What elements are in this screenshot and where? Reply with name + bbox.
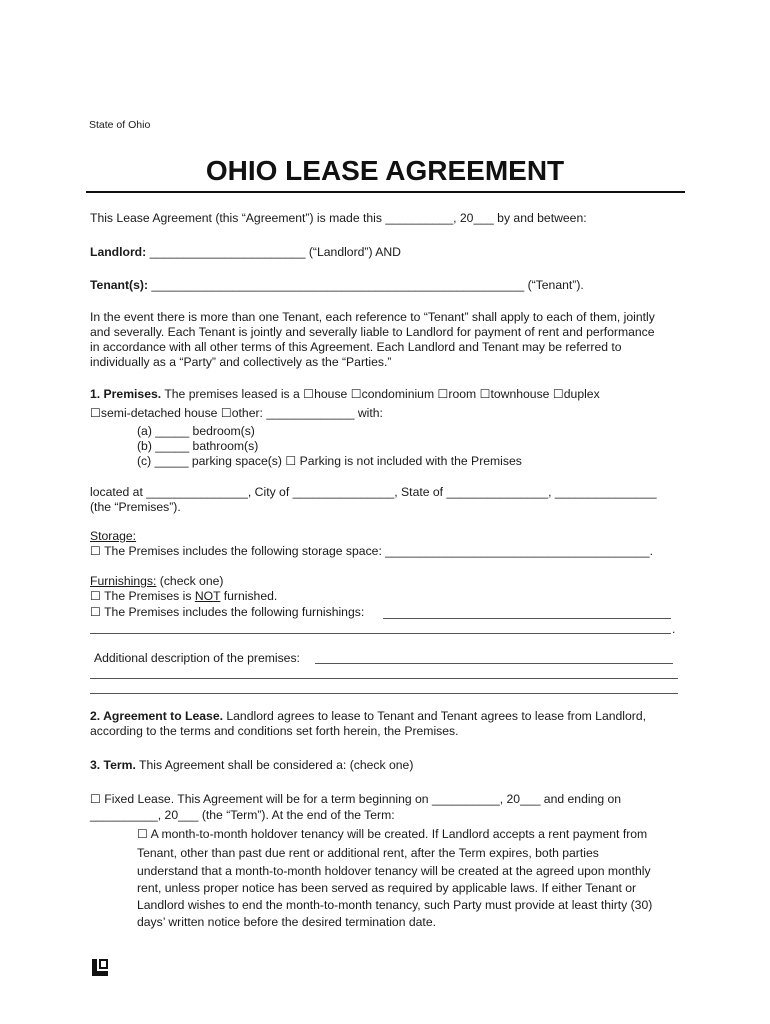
- term-heading: 3. Term.: [90, 758, 136, 772]
- intro-paragraph-line: and severally. Each Tenant is jointly and severally liable to Landlord for payment of rent and performance: [90, 325, 655, 339]
- tenant-blank: _______________________________________________________ (“Tenant”).: [148, 278, 584, 292]
- not-furnished-option: [90, 589, 277, 604]
- document-logo-icon: [90, 958, 110, 978]
- holdover-line: Landlord wishes to end the month-to-month tenancy, such Party must provide at least thirty (30): [137, 898, 653, 912]
- state-label: State of Ohio: [89, 119, 151, 131]
- holdover-line: rent, unless proper notice has been served as required by applicable laws. If either Tenant or: [137, 881, 637, 895]
- fixed-lease-line-1: ☐ Fixed Lease. This Agreement will be for a term beginning on __________, 20___ and ending on: [90, 792, 622, 806]
- holdover-line: understand that a month-to-month holdover tenancy will be created at the agreed upon monthly: [137, 864, 651, 878]
- title-divider: [86, 191, 685, 193]
- holdover-line: days’ written notice before the desired termination date.: [137, 915, 436, 929]
- not-furnished-pre: ☐ The Premises is: [90, 589, 195, 603]
- holdover-line: Tenant, other than past due rent or additional rent, after the Term expires, both parties: [137, 846, 599, 860]
- premises-line-1: [90, 387, 600, 402]
- furnishings-check-one: (check one): [156, 574, 224, 588]
- furnishings-blank-line: [90, 633, 671, 634]
- premises-item-bedrooms: (a) _____ bedroom(s): [137, 424, 255, 438]
- furnishings-label: Furnishings:: [90, 574, 157, 588]
- term-line: [90, 758, 413, 773]
- furnishings-blank-line: [383, 618, 671, 619]
- premises-line-2: ☐semi-detached house ☐other: _____________ with:: [90, 406, 383, 420]
- landlord-label: Landlord:: [90, 245, 147, 259]
- fixed-lease-line-2: __________, 20___ (the “Term”). At the end of the Term:: [90, 808, 395, 822]
- agreement-heading: 2. Agreement to Lease.: [90, 709, 223, 723]
- premises-type-options: The premises leased is a ☐house ☐condominium ☐room ☐townhouse ☐duplex: [161, 387, 600, 401]
- document-title: OHIO LEASE AGREEMENT: [205, 155, 565, 186]
- storage-label: Storage:: [90, 529, 137, 543]
- premises-heading: 1. Premises.: [90, 387, 162, 401]
- additional-description-line: [315, 663, 673, 664]
- agreement-line-2: according to the terms and conditions set forth herein, the Premises.: [90, 724, 459, 738]
- premises-item-bathrooms: (b) _____ bathroom(s): [137, 439, 259, 453]
- storage-line: ☐ The Premises includes the following storage space: _______________________________________.: [90, 544, 653, 558]
- not-furnished-emphasis: NOT: [194, 589, 221, 603]
- premises-location-line: located at _______________, City of _______________, State of _______________, _______________: [90, 485, 657, 499]
- intro-paragraph-line: in accordance with all other terms of this Agreement. Each Landlord and Tenant may be referred to: [90, 340, 622, 354]
- furnishings-period: .: [672, 622, 676, 636]
- not-furnished-post: furnished.: [220, 589, 278, 603]
- intro-made-this: This Lease Agreement (this “Agreement”) is made this __________, 20___ by and between:: [90, 211, 587, 225]
- premises-item-parking: (c) _____ parking space(s) ☐ Parking is not included with the Premises: [137, 454, 522, 468]
- agreement-text: Landlord agrees to lease to Tenant and Tenant agrees to lease from Landlord,: [222, 709, 647, 723]
- furnishings-option: ☐ The Premises includes the following furnishings:: [90, 605, 365, 619]
- additional-description-label: Additional description of the premises:: [94, 651, 300, 665]
- term-text: This Agreement shall be considered a: (check one): [135, 758, 414, 772]
- landlord-line: [90, 245, 401, 260]
- furnishings-heading: [90, 574, 223, 589]
- landlord-blank: _______________________ (“Landlord”) AND: [146, 245, 401, 259]
- additional-description-line: [90, 693, 678, 694]
- agreement-line-1: [90, 709, 646, 724]
- premises-location-end: (the “Premises”).: [90, 500, 181, 514]
- intro-paragraph-line: individually as a “Party” and collectively as the “Parties.”: [90, 355, 392, 369]
- intro-paragraph-line: In the event there is more than one Tenant, each reference to “Tenant” shall apply to each of them, jointly: [90, 310, 655, 324]
- tenant-line: [90, 278, 584, 293]
- holdover-line: ☐ A month-to-month holdover tenancy will be created. If Landlord accepts a rent payment from: [137, 827, 648, 841]
- tenant-label: Tenant(s):: [90, 278, 148, 292]
- additional-description-line: [90, 678, 678, 679]
